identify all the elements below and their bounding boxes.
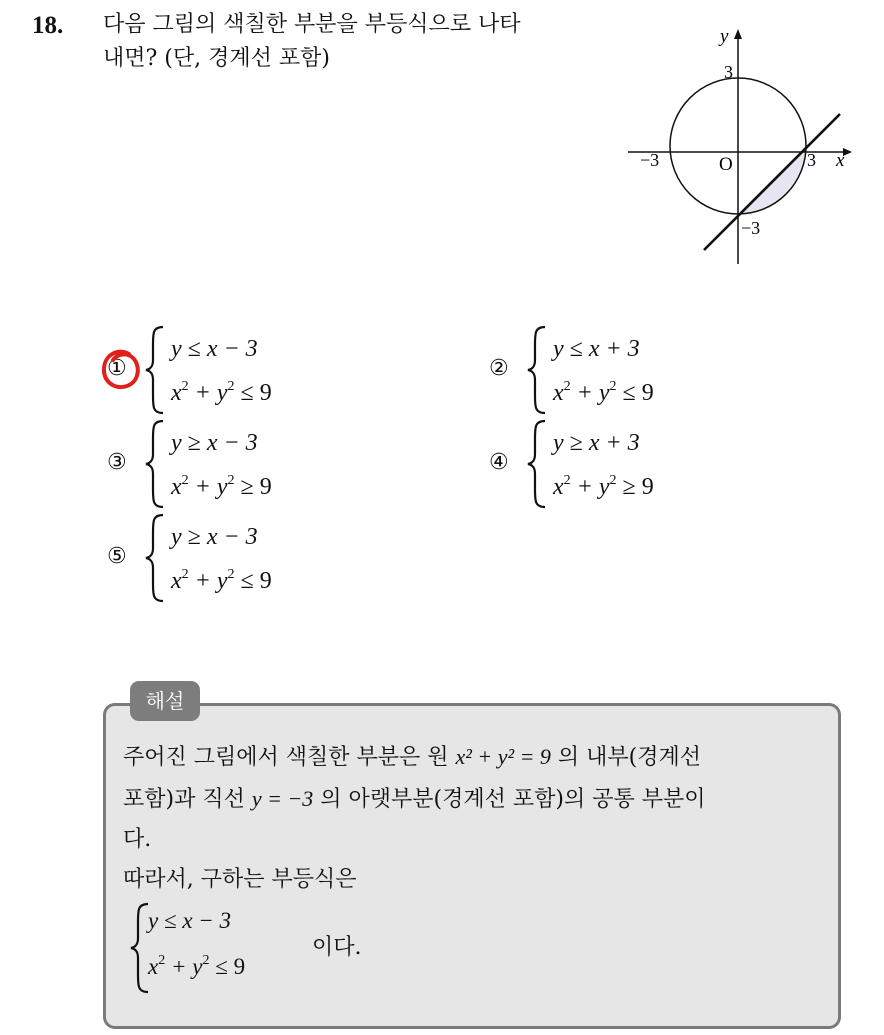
x-tick-3: 3 <box>807 150 816 170</box>
origin-label: O <box>719 154 733 175</box>
solution-tag: 해설 <box>130 681 200 721</box>
y-tick-neg3: −3 <box>741 218 761 238</box>
question-text-line2: 내면? (단, 경계선 포함) <box>103 46 330 71</box>
choice-3[interactable] <box>105 418 365 510</box>
solution-line3: 다. <box>123 827 152 852</box>
choice-line2: $x^2 + y^2 \le 9$ <box>553 379 654 406</box>
choice-number: ② <box>489 356 509 381</box>
coordinate-figure <box>600 20 870 270</box>
line-y-x-3 <box>704 114 840 250</box>
choice-brace <box>523 324 553 416</box>
x-axis-label: x <box>836 150 845 171</box>
choice-line1: y ≥ x + 3 <box>553 430 640 456</box>
choice-brace <box>141 324 171 416</box>
solution-line4: 따라서, 구하는 부등식은 <box>123 867 357 892</box>
solution-system-line1: y ≤ x − 3 <box>148 908 232 933</box>
solution-system-line2: $x^2 + y^2 \le 9$ <box>148 953 246 979</box>
solution-line-equation: y = −3 <box>251 786 314 811</box>
choice-2[interactable] <box>487 324 747 416</box>
choice-line1: y ≤ x + 3 <box>553 336 640 362</box>
choice-line1: y ≥ x − 3 <box>171 430 258 456</box>
choice-4[interactable] <box>487 418 747 510</box>
choice-number: ④ <box>489 450 509 475</box>
choice-line2: $x^2 + y^2 \ge 9$ <box>553 473 654 500</box>
choice-number: ① <box>107 356 127 381</box>
solution-line1: 주어진 그림에서 색칠한 부분은 원 x² + y² = 9 의 내부(경계선 <box>123 744 702 770</box>
choice-brace <box>141 418 171 510</box>
choice-5[interactable] <box>105 512 365 604</box>
x-tick-neg3: −3 <box>640 150 660 170</box>
choice-number: ③ <box>107 450 127 475</box>
solution-circle-equation: x² + y² = 9 <box>455 744 551 769</box>
choice-brace <box>141 512 171 604</box>
y-axis-arrow <box>734 29 742 39</box>
solution-suffix: 이다. <box>312 935 362 960</box>
question-number: 18. <box>32 12 64 39</box>
choice-brace <box>523 418 553 510</box>
answer-circle-mark <box>99 346 145 394</box>
choice-1[interactable] <box>105 324 365 416</box>
solution-line2: 포함)과 직선 y = −3 의 아랫부분(경계선 포함)의 공통 부분이 <box>123 786 706 812</box>
choice-line1: y ≤ x − 3 <box>171 336 258 362</box>
choice-number: ⑤ <box>107 544 127 569</box>
choice-line1: y ≥ x − 3 <box>171 524 258 550</box>
question-text-line1: 다음 그림의 색칠한 부분을 부등식으로 나타 <box>103 12 521 37</box>
y-tick-3: 3 <box>724 62 733 82</box>
choice-line2: $x^2 + y^2 \le 9$ <box>171 379 272 406</box>
shaded-region <box>738 146 806 214</box>
choice-line2: $x^2 + y^2 \ge 9$ <box>171 473 272 500</box>
choice-line2: $x^2 + y^2 \le 9$ <box>171 567 272 594</box>
y-axis-label: y <box>720 26 729 47</box>
